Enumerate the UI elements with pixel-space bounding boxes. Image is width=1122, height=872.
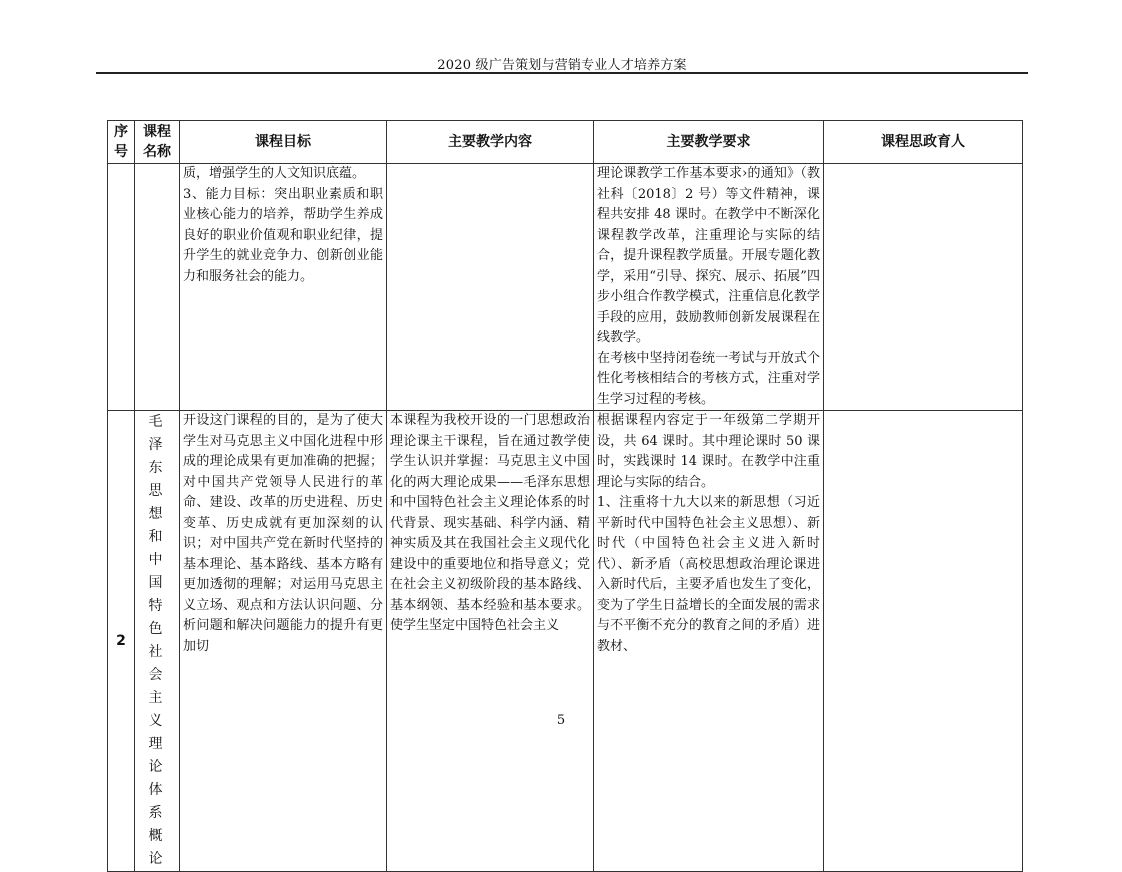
goal-paragraph: 质，增强学生的人文知识底蕴。 [183, 166, 366, 181]
cell-sequence-number [108, 164, 135, 411]
header-sequence-number [108, 121, 135, 164]
header-no-line2: 号 [114, 144, 128, 160]
cell-course-goal [180, 411, 387, 872]
content-paragraph: 本课程为我校开设的一门思想政治理论课主干课程，旨在通过教学使学生认识并掌握：马克思主义中国化的两大理论成果——毛泽东思想和中国特色社会主义理论体系的时代背景、现实基础、科学内涵、精神实质及其在我国社会主义现代化建设中的重要地位和指导意义；党在社会主义初级阶段的基本路线、基本纲领、基本经验和基本要求。使学生坚定中国特色社会主义 [390, 413, 590, 633]
cell-main-content [387, 411, 594, 872]
header-course-name [135, 121, 180, 164]
header-course-goal: 课程目标 [180, 121, 387, 164]
cell-ideology [824, 411, 1023, 872]
requirement-paragraph: 在考核中坚持闭卷统一考试与开放式个性化考核相结合的考核方式，注重对学生学习过程的考核。 [597, 350, 820, 407]
page-number: 5 [556, 713, 566, 728]
header-divider [96, 72, 1028, 74]
cell-course-name [135, 411, 180, 872]
cell-sequence-number: 2 [108, 411, 135, 872]
goal-paragraph: 3、能力目标：突出职业素质和职业核心能力的培养，帮助学生养成良好的职业价值观和职业纪律，提升学生的就业竞争力、创新创业能力和服务社会的能力。 [183, 186, 383, 284]
requirement-paragraph: 根据课程内容定于一年级第二学期开设，共 64 课时。其中理论课时 50 课时，实践课时 14 课时。在教学中注重理论与实际的结合。 [597, 413, 820, 490]
table-header-row [108, 121, 1023, 164]
cell-course-goal [180, 164, 387, 411]
cell-ideology [824, 164, 1023, 411]
goal-paragraph: 开设这门课程的目的，是为了使大学生对马克思主义中国化进程中形成的理论成果有更加准确的把握；对中国共产党领导人民进行的革命、建设、改革的历史进程、历史变革、历史成就有更加深刻的认识；对中国共产党在新时代坚持的基本理论、基本路线、基本方略有更加透彻的理解；对运用马克思主义立场、观点和方法认识问题、分析问题和解决问题能力的提升有更加切 [183, 413, 383, 654]
table-row [108, 411, 1023, 872]
cell-course-name [135, 164, 180, 411]
document-header-title: 2020 级广告策划与营销专业人才培养方案 [437, 58, 687, 73]
header-name-line1: 课程 [143, 124, 171, 140]
table-row [108, 164, 1023, 411]
header-no-line1: 序 [114, 124, 128, 140]
cell-main-content [387, 164, 594, 411]
course-table [107, 120, 1023, 872]
header-main-requirement: 主要教学要求 [594, 121, 824, 164]
requirement-paragraph: 理论课教学工作基本要求›的通知》（教社科〔2018〕2 号）等文件精神，课程共安排 48 课时。在教学中不断深化课程教学改革，注重理论与实际的结合，提升课程教学质量。开展专题化教学，采用“引导、探究、展示、拓展”四步小组合作教学模式，注重信息化教学手段的应用，鼓励教师创新发展课程在线教学。 [597, 166, 820, 345]
header-main-content: 主要教学内容 [387, 121, 594, 164]
header-name-line2: 名称 [143, 144, 171, 160]
cell-main-requirement [594, 411, 824, 872]
course-name-text: 毛泽东思想和中国特色社会主义理论体系概论 [148, 414, 166, 867]
cell-main-requirement [594, 164, 824, 411]
requirement-paragraph: 1、注重将十九大以来的新思想（习近平新时代中国特色社会主义思想）、新时代（中国特色社会主义进入新时代）、新矛盾（高校思想政治理论课进入新时代后，主要矛盾也发生了变化，变为了学生日益增长的全面发展的需求与不平衡不充分的教育之间的矛盾）进教材、 [597, 495, 820, 654]
header-ideology: 课程思政育人 [824, 121, 1023, 164]
